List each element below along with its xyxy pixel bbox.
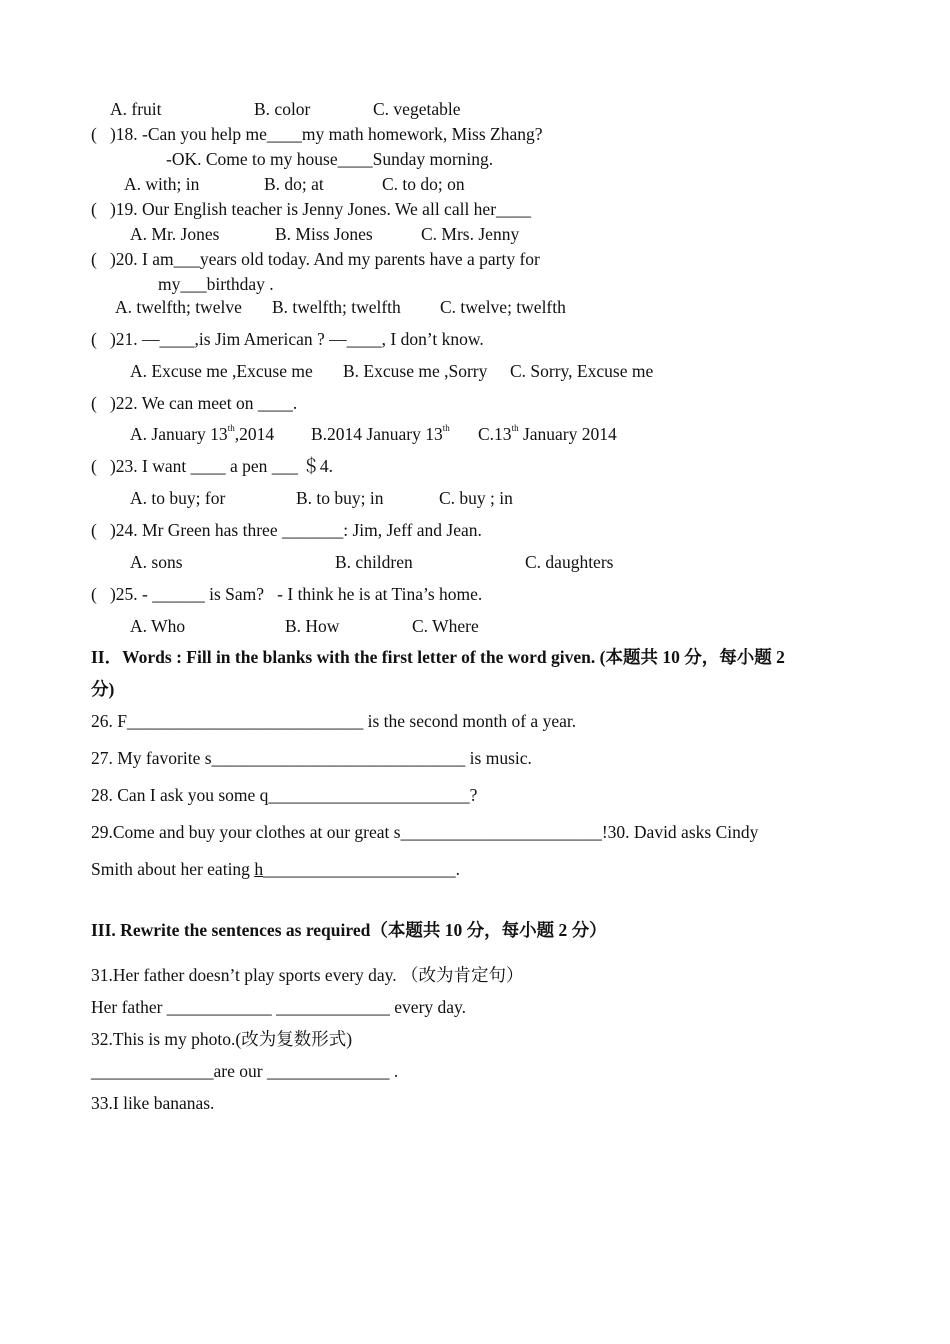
q24-option-a: A. sons	[130, 552, 183, 572]
q31: 31.Her father doesn’t play sports every day. （改为肯定句）	[91, 965, 524, 985]
q28: 28. Can I ask you some q_______________________?	[91, 785, 478, 805]
q19-option-a: A. Mr. Jones	[130, 224, 220, 244]
q24-option-c: C. daughters	[525, 552, 614, 572]
q29-q30: 29.Come and buy your clothes at our great s_______________________!30. David asks Cindy	[91, 822, 759, 842]
q24-stem: ( )24. Mr Green has three _______: Jim, Jeff and Jean.	[91, 520, 482, 540]
q21-stem: ( )21. —____,is Jim American ? —____, I don’t know.	[91, 329, 484, 349]
q19-option-b: B. Miss Jones	[275, 224, 373, 244]
q33: 33.I like bananas.	[91, 1093, 215, 1113]
q22-option-c: C.13th January 2014	[478, 423, 617, 444]
q30-continued: Smith about her eating h______________________.	[91, 859, 460, 879]
q20-stem: ( )20. I am___years old today. And my parents have a party for	[91, 249, 540, 269]
q24-option-b: B. children	[335, 552, 413, 572]
q19-stem: ( )19. Our English teacher is Jenny Jones. We all call her____	[91, 199, 532, 219]
q20-option-a: A. twelfth; twelve	[115, 297, 242, 317]
q19-option-c: C. Mrs. Jenny	[421, 224, 520, 244]
section-3-heading: III. Rewrite the sentences as required（本题共 10 分，每小题 2 分）	[91, 920, 607, 940]
q21-option-c: C. Sorry, Excuse me	[510, 361, 654, 381]
q23-option-b: B. to buy; in	[296, 488, 384, 508]
q22-option-a: A. January 13th,2014	[130, 423, 275, 444]
q20-option-b: B. twelfth; twelfth	[272, 297, 401, 317]
q18-option-b: B. do; at	[264, 174, 324, 194]
q25-option-c: C. Where	[412, 616, 479, 636]
q17-option-b: B. color	[254, 99, 311, 119]
section-2-heading: II．Words : Fill in the blanks with the first letter of the word given. (本题共 10 分，每小题 2	[91, 647, 785, 667]
q17-option-a: A. fruit	[110, 99, 162, 119]
section-2-heading-continued: 分)	[91, 679, 115, 699]
q31-answer-line: Her father ____________ _____________ every day.	[91, 997, 467, 1017]
q18-stem: ( )18. -Can you help me____my math homework, Miss Zhang?	[91, 124, 543, 144]
q21-option-b: B. Excuse me ,Sorry	[343, 361, 488, 381]
q25-option-b: B. How	[285, 616, 340, 636]
q18-option-a: A. with; in	[124, 174, 200, 194]
q22-option-b: B.2014 January 13th	[311, 423, 450, 444]
q20-stem-continued: my___birthday .	[158, 274, 274, 294]
q26: 26. F___________________________ is the second month of a year.	[91, 711, 577, 731]
q21-option-a: A. Excuse me ,Excuse me	[130, 361, 313, 381]
q23-option-c: C. buy ; in	[439, 488, 513, 508]
q18-option-c: C. to do; on	[382, 174, 465, 194]
q17-option-c: C. vegetable	[373, 99, 461, 119]
q32: 32.This is my photo.(改为复数形式)	[91, 1029, 353, 1049]
q20-option-c: C. twelve; twelfth	[440, 297, 566, 317]
q18-reply: -OK. Come to my house____Sunday morning.	[166, 149, 494, 169]
q23-stem: ( )23. I want ____ a pen ___ ＄4.	[91, 456, 334, 476]
q23-option-a: A. to buy; for	[130, 488, 226, 508]
q25-option-a: A. Who	[130, 616, 186, 636]
q27: 27. My favorite s_____________________________ is music.	[91, 748, 532, 768]
q22-stem: ( )22. We can meet on ____.	[91, 393, 298, 413]
q25-stem: ( )25. - ______ is Sam? - I think he is at Tina’s home.	[91, 584, 483, 604]
q32-answer-line: ______________are our ______________ .	[91, 1061, 399, 1081]
